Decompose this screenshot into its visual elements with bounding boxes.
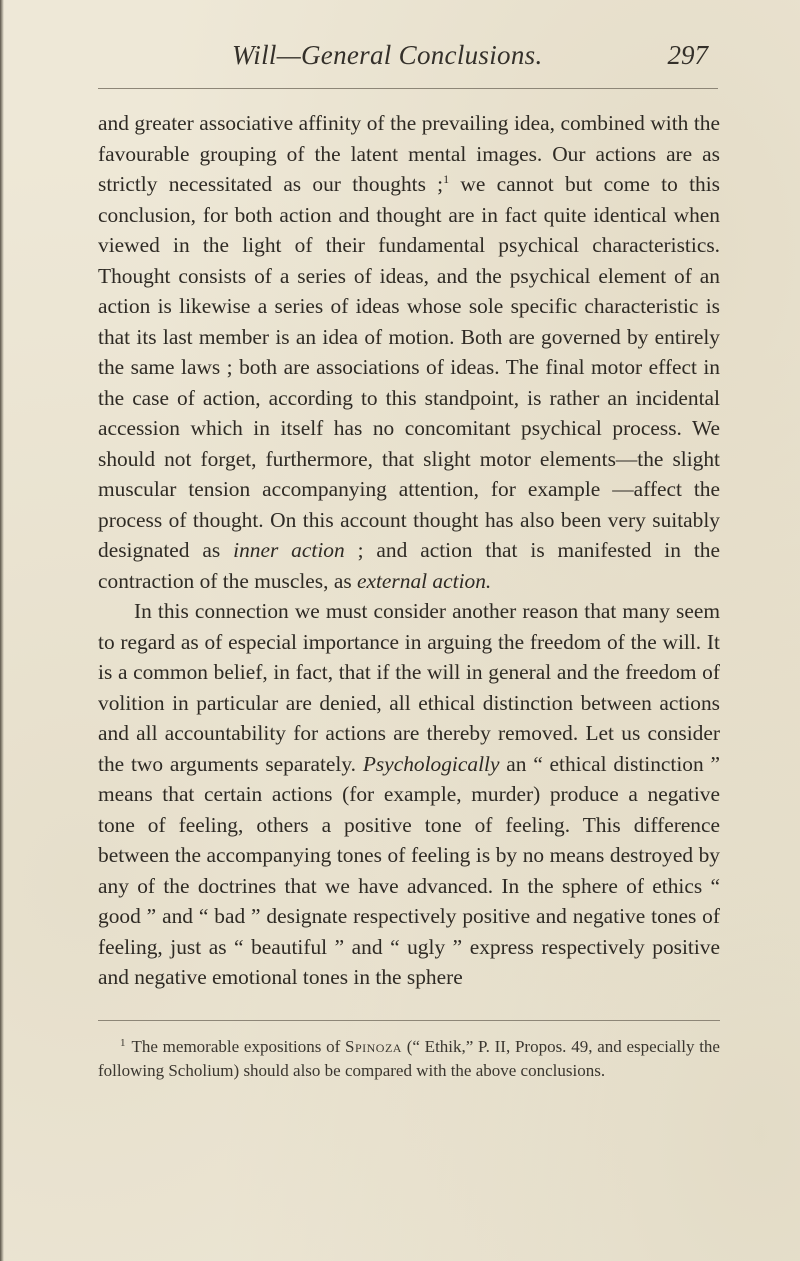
paragraph-2 [98,596,720,993]
term-inner-action: inner action [233,538,345,562]
running-head [100,38,720,78]
footnote-author: Spinoza [345,1037,402,1056]
paragraph-1-text-c: ; and action that is manifested in the contraction of the muscles, as [98,538,720,593]
paragraph-2-text-a: In this connection we must consider another reason that many seem to regard as of especial importance in arguing the freedom of the will. It is a common belief, in fact, that if the will in general and the freedom of volition in particular are denied, all ethical distinction between actions and all accountability for actions are thereby removed. Let us consider the two arguments separately. [98,599,720,776]
paragraph-1-text-a: and greater associative affinity of the prevailing idea, combined with the favourable grouping of the latent mental images. Our actions are as strictly necessitated as our thoughts ; [98,111,720,196]
page-binding-edge [0,0,4,1261]
paragraph-2-text-b: an “ ethical distinction ” means that certain actions (for example, murder) produce a negative tone of feeling, others a positive tone of feeling. This difference between the accompanying tones of feeling is by no means destroyed by any of the doctrines that we have advanced. In the sphere of ethics “ good ” and “ bad ” designate respectively positive and negative tones of feeling, just as “ beautiful ” and “ ugly ” express respectively positive and negative emotional tones in the sphere [98,751,720,989]
term-external-action: external action. [357,568,492,593]
running-head-title: Will—General Conclusions. [232,40,543,70]
term-psychologically: Psychologically [362,751,500,776]
footnote-mark: 1 [120,1037,126,1049]
page-number: 297 [667,40,708,70]
paragraph-1 [98,108,720,596]
paragraph-1-text-b: we cannot but come to this conclusion, for both action and thought are in fact quite identical when viewed in the light of their fundamental psychical characteristics. Thought consists of a series of ideas, and the psychical element of an action is likewise a series of ideas whose sole specific characteristic is that its last member is an idea of motion. Both are governed by entirely the same laws ; both are associations of ideas. The final motor effect in the case of action, according to this standpoint, is rather an incidental accession which in itself has no concomitant psychical process. We should not forget, furthermore, that slight motor elements—the slight muscular tension accompanying attention, for example —affect the process of thought. On this account thought has also been very suitably designated as [98,172,721,562]
body-text [98,108,720,993]
footnote-text-b: (“ Ethik,” P. II, Propos. 49, and especially the following Scholium) should also be compared with the above conclusions. [98,1037,720,1080]
footnote-reference: 1 [443,172,450,186]
header-rule [98,88,718,89]
footnote [98,1035,720,1083]
footnote-text-a: The memorable expositions of [131,1037,346,1056]
footnote-rule [98,1020,720,1021]
